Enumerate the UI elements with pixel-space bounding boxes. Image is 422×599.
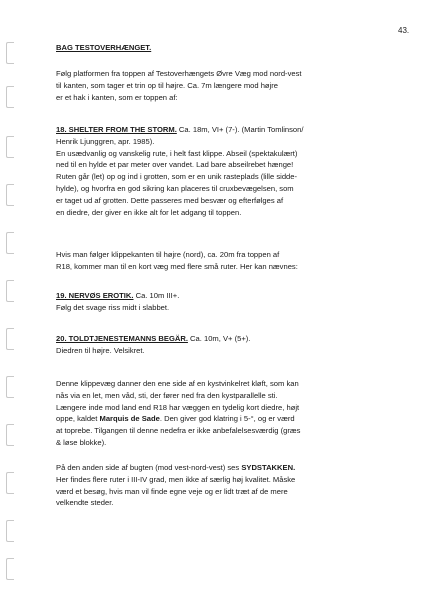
page-number: 43. [398,26,410,35]
binder-hole [6,280,14,302]
binder-hole [6,328,14,350]
continue-north-paragraph: Hvis man følger klippekanten til højre (nord), ca. 20m fra toppen af R18, kommer man til en kort væg med flere små ruter. Her kan nævnes: [56,250,298,271]
binder-hole [6,184,14,206]
binder-hole [6,558,14,580]
route-18: 18. SHELTER FROM THE STORM. Ca. 18m, VI+ (7-). (Martin Tomlinson/ Henrik Ljunggren, apr. 1985). En usædvanlig og vanskelig rute, i helt fast klippe. Abseil (spektakulært) ned til en hylde et par meter over vandet. Lad bare abseilrebet hænge! Ruten går (let) op og ind i grotten, som er en unik rasteplads (lille sidde- hylde), og hvorfra en god sikring kan placeres til cruxbevægelsen, som er taget ud af grotten. Dette passeres med besvær og efterfølges af en diedre, der giver en ikke alt for let adgang til toppen. [56,125,304,217]
marquis-de-sade-name: Marquis de Sade [99,414,160,424]
binder-hole [6,232,14,254]
wall-description-paragraph: Denne klippevæg danner den ene side af en kystvinkelret kløft, som kan nås via en let, men våd, sti, der fører ned fra den kystparallelle sti. Længere inde mod land end R18 har væggen en tydelig kort diedre, højt oppe, kaldet Marquis de Sade. Den giver god klatring i 5-°, og er værd at toprebe. Tilgangen til denne nedefra er ikke anbefalelsesværdig (græs & løse blokke). [56,379,301,447]
sydstakken-paragraph: På den anden side af bugten (mod vest-nord-vest) ses SYDSTAKKEN. Her findes flere ruter i III-IV grad, men ikke af særlig høj kvalitet. Måske værd et besøg, hvis man vil finde egne veje og er lidt træt af de mere velkendte steder. [56,463,296,508]
binder-hole [6,376,14,398]
route-20: 20. TOLDTJENESTEMANNS BEGÄR. Ca. 10m, V+ (5+). Diedren til højre. Velsikret. [56,334,251,355]
route-19: 19. NERVØS EROTIK. Ca. 10m III+. Følg det svage riss midt i slabbet. [56,291,180,312]
binder-hole [6,42,14,64]
route-19-title: 19. NERVØS EROTIK. [56,291,134,300]
binder-hole [6,424,14,446]
binder-hole [6,472,14,494]
binder-hole [6,520,14,542]
sydstakken-name: SYDSTAKKEN. [241,463,296,472]
route-18-title: 18. SHELTER FROM THE STORM. [56,125,177,134]
section-title: BAG TESTOVERHÆNGET. [56,43,152,52]
binder-hole [6,86,14,108]
intro-paragraph: Følg platformen fra toppen af Testoverhængets Øvre Væg mod nord-vest til kanten, som tager et trin op til højre. Ca. 7m længere mod højre er et hak i kanten, som er toppen af: [56,69,302,102]
route-20-title: 20. TOLDTJENESTEMANNS BEGÄR. [56,334,188,343]
binder-hole [6,136,14,158]
binder-holes [6,40,18,580]
